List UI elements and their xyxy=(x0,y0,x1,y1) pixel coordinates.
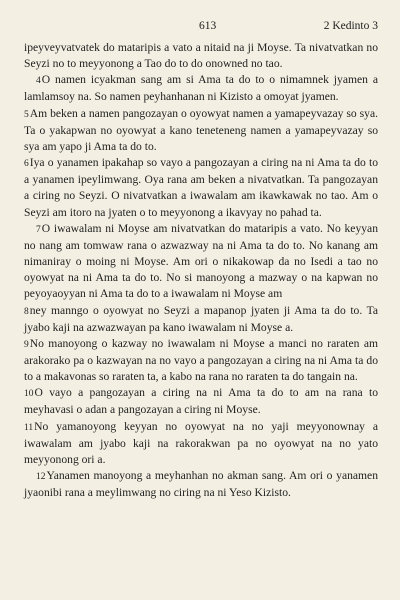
paragraph xyxy=(24,72,378,105)
paragraph-text: Iya o yanamen ipakahap so vayo a pangozayan a ciring na ni Ama ta do to a yanamen ipeylimwang. Oya rana am beken a nivatvatkan. Ta pangozayan a ciring no Seyzi. O nivatvatkan a iwawalam am ikawkawak no tao. Am o Seyzi am itoro na jyaten o to meyyonong a ikavyay no pahad ta. xyxy=(24,156,378,219)
paragraph-text: Yanamen manoyong a meyhanhan no akman sang. Am ori o yanamen jyaonibi rana a meylimwang no ciring na ni Yeso Kizisto. xyxy=(24,469,378,500)
paragraph xyxy=(24,40,378,72)
verse-number: 10 xyxy=(24,389,34,400)
paragraph xyxy=(24,385,378,418)
verse-number: 5 xyxy=(24,109,29,120)
paragraph-text: Am beken a namen pangozayan o oyowyat namen a yamapeyvazay so sya. Ta o yakapwan no oyowyat a kano teneteneng namen a yamapeyvazay so sya am yapo ji Ama ta do to. xyxy=(24,106,378,153)
verse-number: 9 xyxy=(24,339,29,350)
paragraph xyxy=(24,303,378,336)
paragraph-text: No yamanoyong keyyan no oyowyat na no yaji meyyonownay a iwawalam am jyabo kaji na rakorakwan pa no oyowyat na no yato meyyonong ori a. xyxy=(24,419,378,466)
paragraph xyxy=(24,221,378,303)
page-header xyxy=(24,14,378,40)
verse-number: 6 xyxy=(24,159,29,170)
paragraph xyxy=(24,155,378,221)
page-number: 613 xyxy=(199,20,217,32)
verse-number: 11 xyxy=(24,422,34,433)
paragraph xyxy=(24,106,378,155)
body-text xyxy=(24,40,378,501)
paragraph-text: ipeyveyvatvatek do mataripis a vato a nitaid na ji Moyse. Ta nivatvatkan no Seyzi no to meyyonong a Tao do to do onowned no tao. xyxy=(24,41,378,71)
paragraph-text: ney manngo o oyowyat no Seyzi a mapanop jyaten ji Ama ta do to. Ta jyabo kaji na azwazwayan pa kano iwawalam ni Moyse a. xyxy=(24,303,378,334)
paragraph-text: O namen icyakman sang am si Ama ta do to o nimamnek jyamen a lamlamsoy na. So namen peyhanhanan ni Kizisto a omoyat jyamen. xyxy=(24,73,378,104)
paragraph xyxy=(24,419,378,468)
paragraph-text: O vayo a pangozayan a ciring na ni Ama ta do to am na rana to meyhavasi o adan a pangozayan a ciring ni Moyse. xyxy=(24,386,378,417)
verse-number: 8 xyxy=(24,306,29,317)
verse-number: 12 xyxy=(36,472,46,483)
verse-number: 7 xyxy=(36,224,41,235)
verse-number: 4 xyxy=(36,76,41,87)
running-title: 2 Kedinto 3 xyxy=(323,20,378,32)
paragraph-text: No manoyong o kazway no iwawalam ni Moyse a manci no raraten am arakorako pa o kazwayan na no vayo a pangozayan a ciring na ni Ama ta do to a makavonas so raraten ta, a kabo na rana no raraten ta do tangain na. xyxy=(24,336,378,384)
paragraph xyxy=(24,336,378,385)
paragraph-text: O iwawalam ni Moyse am nivatvatkan do mataripis a vato. No keyyan no nang am tomwaw rana o azwazway na ni Ama ta do to. No kanang am nimaniray o moing ni Moyse. Am ori o nikakowap da no Isedi a tao no oyowyat na ni Ama ta do to. No si manoyong a mazway o na kapwan no peyoyaoyyan ni Ama ta do to a iwawalam ni Moyse am xyxy=(24,221,378,301)
paragraph xyxy=(24,468,378,501)
